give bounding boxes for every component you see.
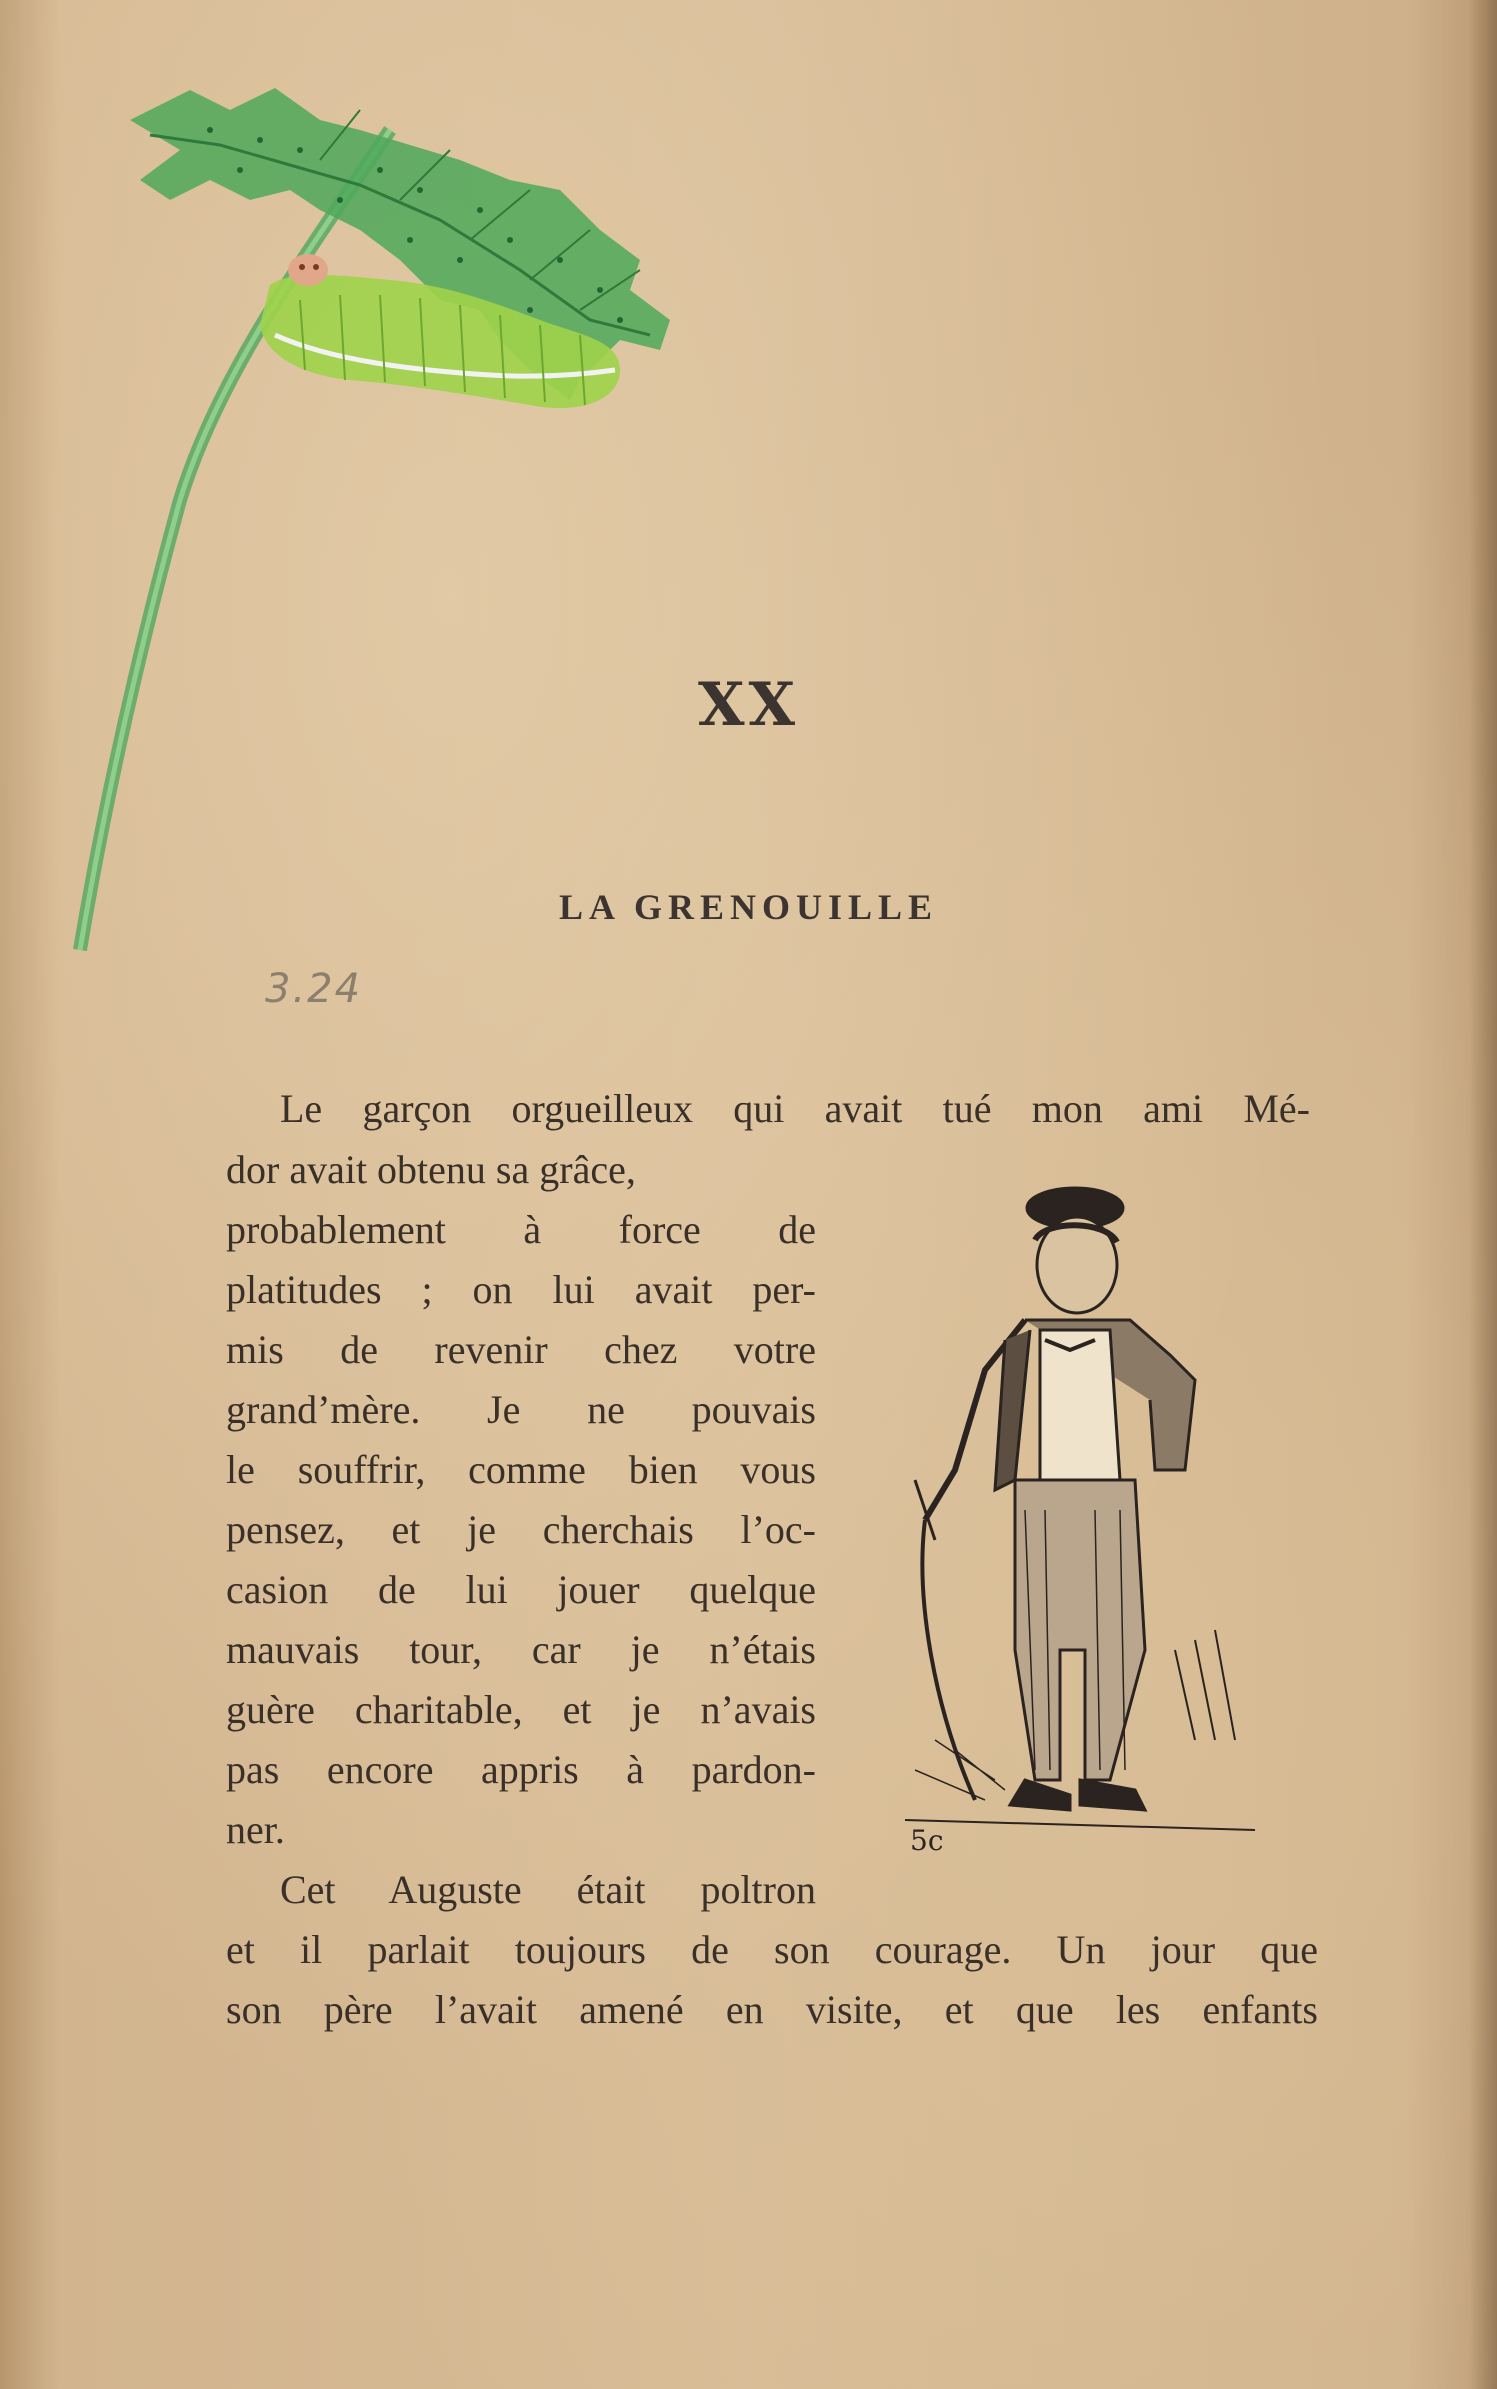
body-line: casion de lui jouer quelque: [226, 1567, 816, 1612]
body-line: mauvais tour, car je n’étais: [226, 1627, 816, 1672]
leaf-stem: [80, 130, 390, 950]
pencil-margin-note: 3.24: [265, 966, 363, 1012]
illustration-signature: 5c: [910, 1824, 944, 1857]
body-line: grand’mère. Je ne pouvais: [226, 1387, 816, 1432]
body-line: platitudes ; on lui avait per-: [226, 1267, 816, 1312]
body-line: probablement à force de: [226, 1207, 816, 1252]
boy-with-cane-illustration: [895, 1180, 1265, 1870]
caterpillar-leaf-drawing: [60, 70, 850, 970]
body-line: ner.: [226, 1807, 285, 1852]
body-line: le souffrir, comme bien vous: [226, 1447, 816, 1492]
body-line: guère charitable, et je n’avais: [226, 1687, 816, 1732]
chapter-number: XX: [697, 670, 800, 740]
body-line: mis de revenir chez votre: [226, 1327, 816, 1372]
page-edge-shadow: [1469, 0, 1497, 2389]
body-line: dor avait obtenu sa grâce,: [226, 1147, 636, 1192]
body-line: et il parlait toujours de son courage. Un jour que: [226, 1927, 1318, 1972]
body-line: pensez, et je cherchais l’oc-: [226, 1507, 816, 1552]
body-line: Cet Auguste était poltron: [280, 1867, 816, 1912]
body-line: son père l’avait amené en visite, et que les enfants: [226, 1987, 1318, 2032]
body-line: Le garçon orgueilleux qui avait tué mon ami Mé-: [280, 1086, 1310, 1131]
body-line: pas encore appris à pardon-: [226, 1747, 816, 1792]
chapter-title: LA GRENOUILLE: [558, 887, 939, 927]
